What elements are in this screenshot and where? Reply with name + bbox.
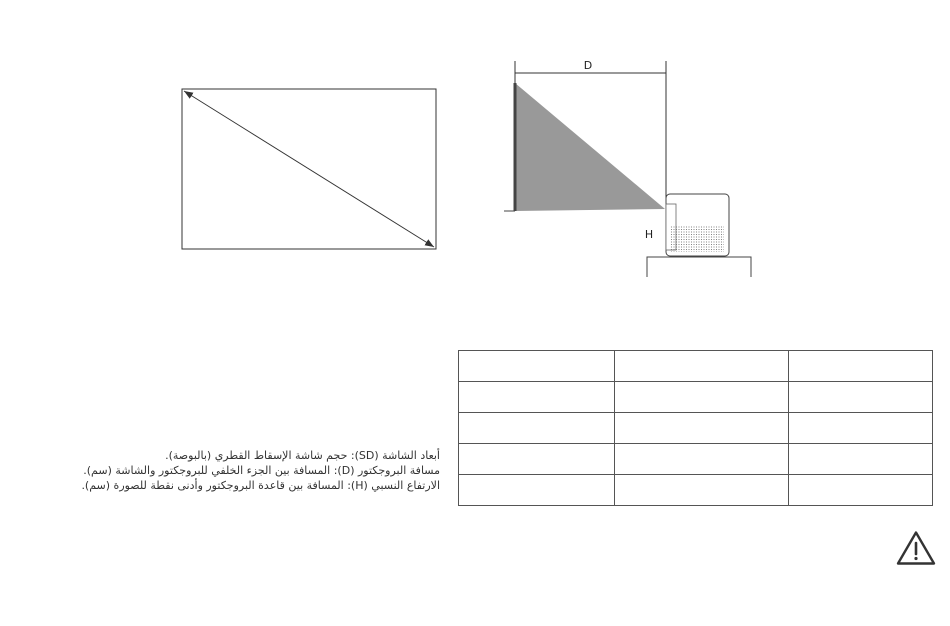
screen-diagonal-diagram [180, 86, 440, 254]
projection-distance-table [458, 350, 933, 506]
table-cell [615, 351, 789, 382]
distance-label: D [583, 59, 593, 72]
definition-screen-size: أبعاد الشاشة (SD): حجم شاشة الإسقاط القطري (بالبوصة). [165, 449, 440, 462]
table-cell [615, 444, 789, 475]
table-cell [789, 382, 933, 413]
table-row [459, 382, 933, 413]
definition-relative-height: الارتفاع النسبي (H): المسافة بين قاعدة البروجكتور وأدنى نقطة للصورة (سم). [81, 479, 440, 492]
table-cell [615, 475, 789, 506]
table-row [459, 351, 933, 382]
height-label: H [644, 228, 654, 241]
table-cell [615, 382, 789, 413]
table-cell [459, 444, 615, 475]
table-cell [459, 351, 615, 382]
table-cell [459, 475, 615, 506]
table-cell [789, 444, 933, 475]
table-cell [459, 413, 615, 444]
table-row [459, 475, 933, 506]
projection-side-diagram [498, 56, 758, 280]
table-cell [789, 413, 933, 444]
definition-projection-distance: مسافة البروجكتور (D): المسافة بين الجزء الخلفي للبروجكتور والشاشة (سم). [83, 464, 440, 477]
definitions-block [81, 448, 440, 493]
projection-beam [515, 83, 665, 211]
table-row [459, 444, 933, 475]
projector-icon [666, 194, 729, 256]
table-cell [789, 351, 933, 382]
warning-triangle-icon [896, 530, 936, 566]
table-cell [789, 475, 933, 506]
projector-stand [647, 257, 751, 277]
table-cell [615, 413, 789, 444]
table-row [459, 413, 933, 444]
table-cell [459, 382, 615, 413]
diagonal-arrow-icon [184, 91, 434, 247]
